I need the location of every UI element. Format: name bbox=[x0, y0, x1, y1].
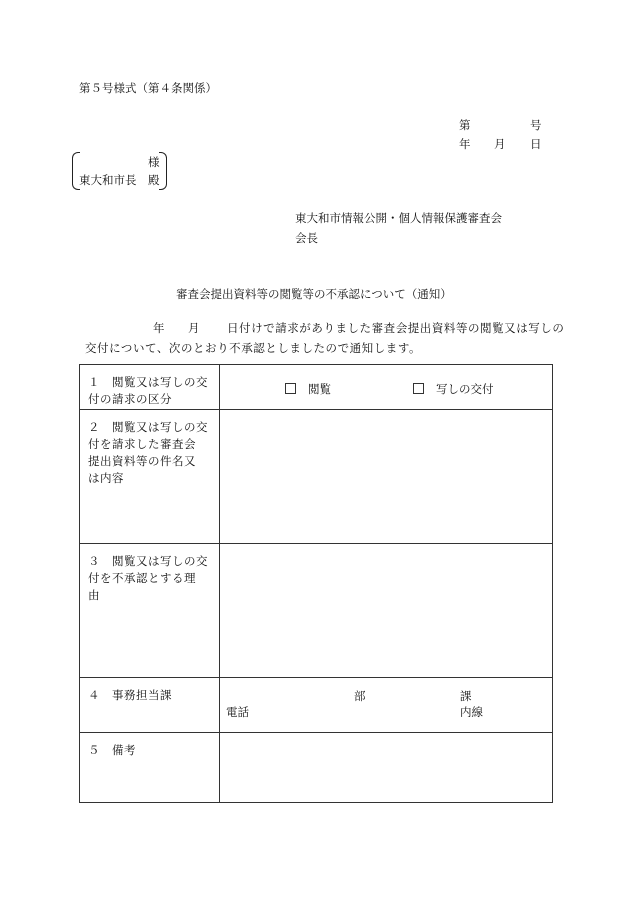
row5-value[interactable] bbox=[220, 733, 553, 803]
row1-label: １ 閲覧又は写しの交 付の請求の区分 bbox=[88, 375, 208, 406]
option-view-label: 閲覧 bbox=[308, 382, 331, 396]
row3-label: ３ 閲覧又は写しの交 付を不承認とする理 由 bbox=[88, 554, 208, 602]
body-line1: 日付けで請求がありました審査会提出資料等の閲覧又は写しの bbox=[227, 321, 565, 335]
row-remarks bbox=[80, 733, 553, 803]
option-copy[interactable] bbox=[413, 381, 494, 397]
row-department bbox=[80, 678, 553, 733]
dept-ka: 課 bbox=[460, 689, 472, 703]
row3-value[interactable] bbox=[220, 544, 553, 678]
body-line2: 交付について、次のとおり不承認としましたので通知します。 bbox=[85, 341, 422, 355]
row4-label: ４ 事務担当課 bbox=[88, 688, 172, 702]
row2-value[interactable] bbox=[220, 410, 553, 544]
sender-title: 会長 bbox=[295, 231, 318, 245]
notice-table bbox=[79, 364, 553, 803]
addressee-sama: 様 bbox=[148, 155, 160, 169]
option-copy-label: 写しの交付 bbox=[436, 382, 494, 396]
notice-title: 審査会提出資料等の閲覧等の不承認について（通知） bbox=[176, 287, 452, 301]
checkbox-icon[interactable] bbox=[413, 383, 424, 394]
row-reason bbox=[80, 544, 553, 678]
option-view[interactable] bbox=[285, 381, 331, 397]
addressee-bracket-right bbox=[159, 152, 167, 190]
dept-phone: 電話 bbox=[226, 705, 249, 719]
date-hi: 日 bbox=[530, 137, 542, 151]
row4-value[interactable] bbox=[220, 678, 553, 733]
checkbox-icon[interactable] bbox=[285, 383, 296, 394]
doc-number-go: 号 bbox=[530, 118, 542, 132]
date-tsuki: 月 bbox=[494, 137, 506, 151]
row-subject bbox=[80, 410, 553, 544]
date-nen: 年 bbox=[459, 137, 471, 151]
sender-org: 東大和市情報公開・個人情報保護審査会 bbox=[295, 211, 502, 225]
row-request-type bbox=[80, 365, 553, 410]
addressee-mayor: 東大和市長 殿 bbox=[79, 173, 160, 187]
body-nen: 年 bbox=[153, 321, 165, 335]
form-number: 第５号様式（第４条関係） bbox=[79, 81, 217, 95]
body-tsuki: 月 bbox=[188, 321, 200, 335]
row2-label: ２ 閲覧又は写しの交 付を請求した審査会 提出資料等の件名又 は内容 bbox=[88, 420, 208, 485]
dept-bu: 部 bbox=[354, 689, 366, 703]
row5-label: ５ 備考 bbox=[88, 743, 136, 757]
doc-number-dai: 第 bbox=[459, 118, 471, 132]
dept-extension: 内線 bbox=[460, 705, 483, 719]
